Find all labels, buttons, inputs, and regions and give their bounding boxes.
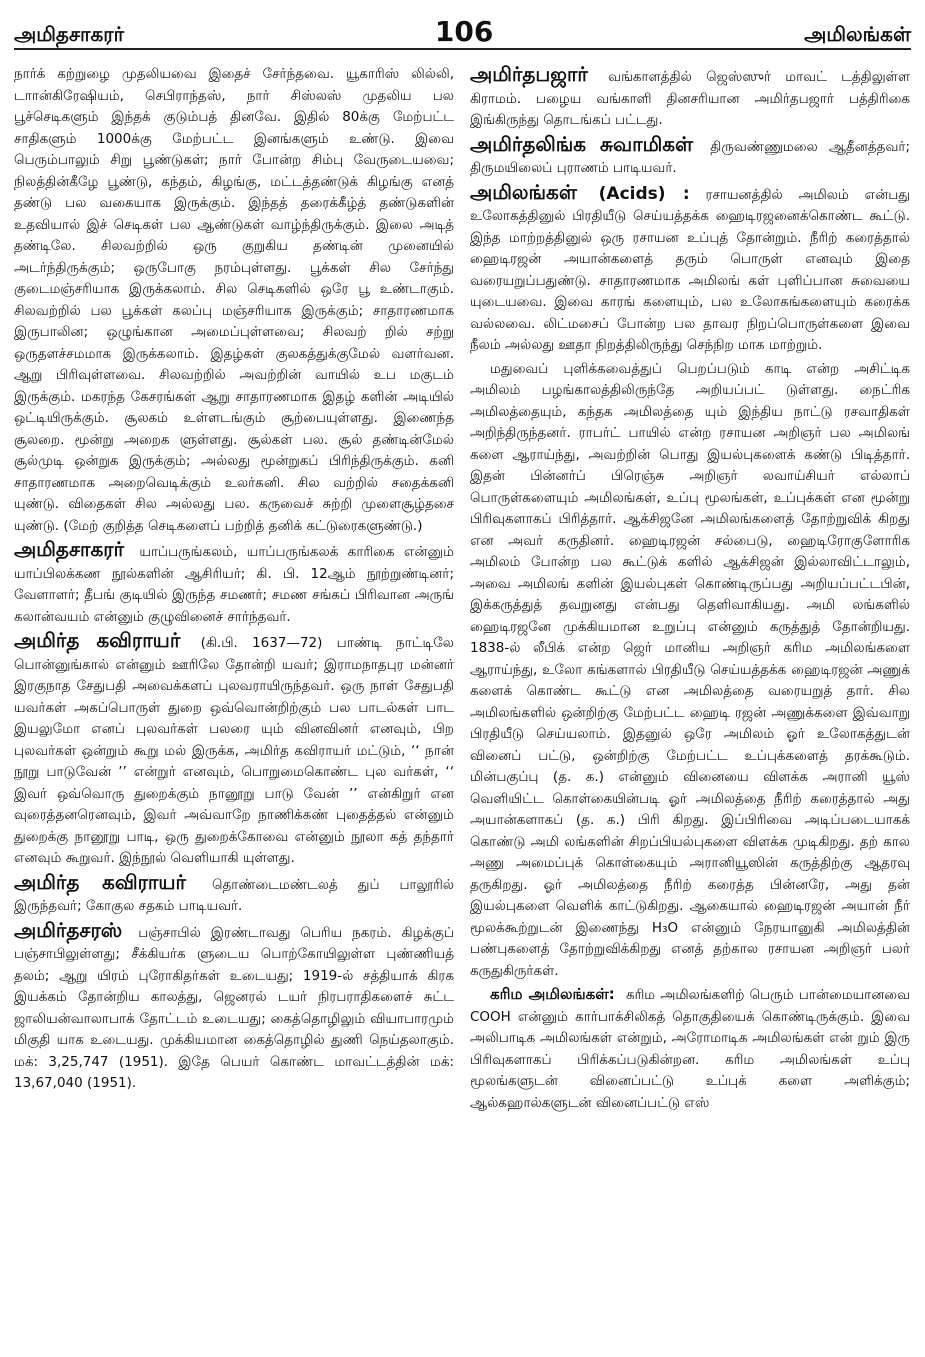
- page-number: 106: [434, 15, 494, 48]
- left-column: [14, 64, 454, 1354]
- running-header: [14, 8, 911, 50]
- running-head-right: அமிலங்கள்: [804, 22, 911, 46]
- entry-body: பஞ்சாபில் இரண்டாவது பெரிய நகரம். கிழக்குப் பஞ்சாபிலுள்ளது; சீக்கியர்க ளுடைய பொற்கோயிலுள்ள புண்ணியத் தலம்; ஆறு யிரம் புரோகிதர்கள் உடையது; 1919-ல் சத்தியாக் கிரக இயக்கம் தோன்றிய காலத்து, ஜெனரல் டயர் நிரபராதிகளைச் சுட்ட ஜாலியன்வாலாபாக் தோட்டம் உடையது; கைத்தொழிலும் வியாபாரமும் மிகுதி யாக உடையது. முக்கியமான கைத்தொழில் துணி நெய்தலாகும். மக்: 3,25,747 (1951). இதே பெயர் கொண்ட மாவட்டத்தின் மக்: 13,67,040 (1951).: [14, 924, 454, 1091]
- entry-amritsar: [14, 917, 454, 1095]
- entry-body: யாப்பருங்கலம், யாப்பருங்கலக் காரிகை என்னும் யாப்பிலக்கண நூல்களின் ஆசிரியர்; கி. பி. 12ஆம் நூற்றுண்டினர்; வேளாளர்; தீபங் குடியில் இருந்த சமணர்; சமண சங்கப் பிரிவான அருங் கலான்வயம் என்னும் குழுவினைச் சார்ந்தவர்.: [14, 544, 454, 625]
- entry-body: திருவண்ணுமலை ஆதீனத்தவர்; திருமயிலைப் புராணம் பாடியவர்.: [470, 138, 910, 176]
- entry-body: (கி.பி. 1637—72) பாண்டி நாட்டிலே பொன்னுங்கால் என்னும் ஊரிலே தோன்றி யவர்; இராமநாதபுர மன்னர் இரகுநாத சேதுபதி அவைக்களப் புலவராயிருந்தவர். ஒரு நாள் சேதுபதி யவர்கள் அகப்பொருள் துறை ஒவ்வொன்றிற்கும் பல பாடல்கள் பாட இயலுமோ எனப் புலவர்கள் பலரை யும் வினவினர் எனவும், பிற புலவர்கள் ஒன்றும் கூறு மல் இருக்க, அமிர்த கவிராயர் மட்டும், ‘‘ நான் நூறு பாடுவேன் ’’ என்றுர் எனவும், பொறுமைகொண்ட புல வர்கள், ‘‘ இவர் ஒவ்வொரு துறைக்கும் நானூறு பாடு வேன் ’’ என்கிறுர் என வுரைத்தனரெனவும், இவர் அவ்வாறே நாணிக்கண் புதைத்தல் என்னும் துறைக்கு நானூறு பாடி, ஒரு துறைக்கோவை என்னும் நூலா கத் தந்தார் எனவும் கூறுவர். இந்நூல் வெளியாகி யுள்ளது.: [14, 635, 454, 866]
- right-column: [470, 64, 910, 1354]
- entry-body: தொண்டைமண்டலத் துப் பாலூரில் இருந்தவர்; கோகுல சதகம் பாடியவர்.: [14, 876, 454, 914]
- entry-headword-english: (Acids) :: [598, 183, 690, 204]
- subentry-heading: கரிம அமிலங்கள்:: [490, 985, 615, 1003]
- subentry-organic-acids: [470, 984, 910, 1114]
- acids-history-paragraph: மதுவைப் புளிக்கவைத்துப் பெறப்படும் காடி என்ற அசிட்டிக அமிலம் பழங்காலத்திலிருந்தே அறியப்பட் டுள்ளது. நைட்ரிக அமிலத்தையும், கந்தக அமிலத்தை யும் இந்திய நாட்டு ரசவாதிகள் அறிந்திருந்தனர். ராபர்ட் பாயில் என்ற ரசாயன அறிஞர் பல அமிலங் களை ஆராய்ந்து, அவற்றின் பொது இயல்புகளைக் கண்டு பிடித்தார். இதன் பின்னர்ப் பிரெஞ்சு அறிஞர் லவாய்சியர் எல்லாப் பொருள்களையும் அமிலங்கள், உப்பு மூலங்கள், உப்புக்கள் என மூன்று பிரிவுகளாகப் பிரித்தார். ஆக்சிஜனே அமிலங்களைத் தோற்றுவிக் கிறது என அவர் கருதினர். ஹைடிரஜன் சல்பைடு, ஹைடிரோகுளோரிக அமிலம் போன்ற பல கூட்டுக் களில் ஆக்சிஜன் இல்லாவிட்டாலும், அவை அமிலங் களின் இயல்புகள் கொண்டிருப்பது அறியப்பட்டபின், இக்கருத்துத் தவறுனது என்பது தெளிவாகியது. அமி லங்களில் ஹைடிரஜனே முக்கியமான உறுப்பு என்னும் கருத்துத் தோன்றியது. 1838-ல் லீபிக் என்ற ஜெர் மானிய அறிஞர் கரிம அமிலங்களை ஆராய்ந்து, உலோ கங்களால் பிரதியீடு செய்யத்தக்க ஹைடிரஜன் அணுக் களைக் கொண்ட கூட்டு என அமிலத்தை வரையறுத் தார். சில அமிலங்களில் ஒன்றிற்கு மேற்பட்ட ஹைடி ரஜன் அணுக்களை இவ்வாறு பிரதியீடு செய்யலாம். இதனுல் ஒரே அமிலம் ஓர் உலோகத்துடன் வினைப் பட்டு, ஒன்றிற்கு மேற்பட்ட உப்புக்களைத் தரக்கூடும். மின்பகுப்பு (த. க.) என்னும் வினையை விளக்க அரானி யூஸ் வெளியிட்ட கொள்கையின்படி ஓர் அமிலத்தை நீரிற் கரைத்தால் அது அயான்களாகப் (த. க.) பிரி கிறது. இப்பிரிவை அடிப்படையாகக் கொண்டு அமி லங்களின் சிறப்பியல்புகளை விளக்க முடிகிறது. தற் கால அணு அமைப்புக் கொள்கையும் அரானியூஸின் கருத்திற்கு ஆதரவு தருகிறது. ஓர் அமிலத்தை நீரிற் கரைத்த பின்னரே, அது தன் இயல்புகளை வெளிக் காட்டுகிறது. ஆகையால் ஹைடிரஜன் அயான் நீர் மூலக்கூற்றுடன் இணைந்து H₃O என்னும் நேரயானுகி அமிலத்தின் பண்புகளைத் தோற்றுவிக்கிறது எனத் தற்கால ரசாயன அறிஞர் பலர் கருதுகிருர்கள்.: [470, 360, 910, 979]
- entry-amirthabazar: [470, 64, 910, 132]
- running-head-left: அமிதசாகரர்: [14, 22, 125, 46]
- entry-headword: அமிலங்கள்: [470, 179, 577, 204]
- entry-amirthalinga-swamigal: [470, 131, 910, 180]
- entry-headword: அமிர்த கவிராயர்: [14, 628, 181, 652]
- two-column-body: [14, 64, 911, 1354]
- entry-body: வங்காளத்தில் ஜெஸ்ஸுர் மாவட் டத்திலுள்ள கிராமம். பழைய வங்காளி தினசரியான அமிர்தபஜார் பத்திரிகை இங்கிருந்து தொடங்கப் பட்டது.: [470, 69, 910, 128]
- entry-headword: அமிர்தலிங்க சுவாமிகள்: [470, 131, 694, 156]
- entry-acids: [470, 179, 910, 357]
- entry-headword: அமிர்த கவிராயர்: [14, 869, 186, 894]
- entry-headword: அமிர்தபஜார்: [470, 64, 588, 86]
- entry-amirtha-kavirayar-2: [14, 869, 454, 918]
- subentry-body: கரிம அமிலங்களிற் பெரும் பான்மையானவை COOH என்னும் கார்பாக்சிலிகத் தொகுதியைக் கொண்டிருக்கும். இவை அலிபாடிக அமிலங்கள் என்றும், அரோமாடிக அமிலங்கள் என் றும் இரு பிரிவுகளாகப் பிரிக்கப்படுகின்றன. கரிம அமிலங்கள் உப்பு மூலங்களுடன் வினைப்பட்டு உப்புக் களை அளிக்கும்; ஆல்கஹால்களுடன் வினைப்பட்டு எஸ்: [470, 987, 910, 1111]
- continuation-paragraph: நார்க் கற்றுழை முதலியவை இதைச் சேர்ந்தவை. யூகாரிஸ் லில்லி, டாான்கிரேஷியம், செபிராந்தஸ், நார் சிஸ்லஸ் முதலிய பல பூச்செடிகளும் இந்தக் குடும்பத் தினவே. இதில் 80க்கு மேற்பட்ட சாதிகளும் 1000க்கு மேற்பட்ட இனங்களும் உண்டு. இவை பெரும்பாலும் சிறு பூண்டுகள்; நார் போன்ற சிம்பு வேருடையவை; நிலத்தின்கீழே பூண்டு, கந்தம், கிழங்கு, மட்டத்தண்டுக் கிழங்கு எனத் தண்டு பல வகையாக இருக்கும். இந்தத் தரைக்கீழ்த் தண்டுகளின் உதவியால் இச் செடிகள் பல ஆண்டுகள் வாழ்ந்திருக்கும். இலை அடித் தண்டிலே. சிலவற்றில் ஒரு குறுகிய தண்டின் முனையில் அடர்ந்திருக்கும்; ஒருபோகு நரம்புள்ளது. பூக்கள் சில சேர்ந்து குடைமஞ்சரியாக இருக்கலாம். சில செடிகளில் ஒரே பூ உண்டாகும். சிலவற்றில் பல பூக்கள் கலப்பு மஞ்சரியாக இருக்கும்; சாதாரணமாக இருபாலின; ஒழுங்கான அமைப்புள்ளவை; சிலவற் றில் சற்று ஒருதளச்சமமாக இருக்கலாம். இதழ்கள் குலகத்துக்குமேல் வளர்வன. ஆறு பிரிவுள்ளவை. சிலவற்றில் அவற்றின் வாயில் உப மகுடம் இருக்கும். மகரந்த கேசரங்கள் ஆறு சாதாரணமாக இதழ் களின் அடியில் ஒட்டியிருக்கும். சூலகம் உள்ளடங்கும் சூற்பையுள்ளது. இணைந்த சூலறை. மூன்று அறைக ளுள்ளது. சூல்கள் பல. சூல் தண்டின்மேல் சூல்முடி ஒன்றுக இருக்கும்; அல்லது மூன்றுகப் பிரிந்திருக்கும். கனி சாதாரணமாக அறைவெடிக்கும் உலர்கனி. சில வற்றில் சதைக்கனி யுண்டு. விதைகள் சில அல்லது பல. கருவைச் சுற்றி முளைசூழ்தசை யுண்டு. (மேற் குறித்த செடிகளைப் பற்றித் தனிக் கட்டுரைகளுண்டு.): [14, 66, 454, 534]
- entry-headword: அமிர்தசரஸ்: [14, 917, 123, 942]
- entry-body: ரசாயனத்தில் அமிலம் என்பது உலோகத்தினுல் பிரதியீடு செய்யத்தக்க ஹைடிரஜனைக்கொண்ட கூட்டு. இந்த மாற்றத்தினுல் ஒரு ரசாயன உப்புத் தோன்றும். நீரிற் கரைத்தால் ஹைடிரஜன் அயான்களைத் தரும் பொருள் எனவும் இதை வரையறுப்பதுண்டு. சாதாரணமாக அமிலங் கள் புளிப்பான சுவையை யுடையவை. இவை காரங் களையும், பல உலோகங்களையும் கரைக்க வல்லவை. லிட்மசைப் போன்ற பல தாவர நிறப்பொருள்களை இவை நீலம் அல்லது ஊதா நிறத்திலிருந்து செந்நிற மாக மாற்றும்.: [470, 186, 910, 353]
- entry-headword: அமிதசாகரர்: [14, 537, 125, 561]
- entry-amithasagarar: [14, 539, 454, 628]
- entry-amirtha-kavirayar-1: [14, 630, 454, 870]
